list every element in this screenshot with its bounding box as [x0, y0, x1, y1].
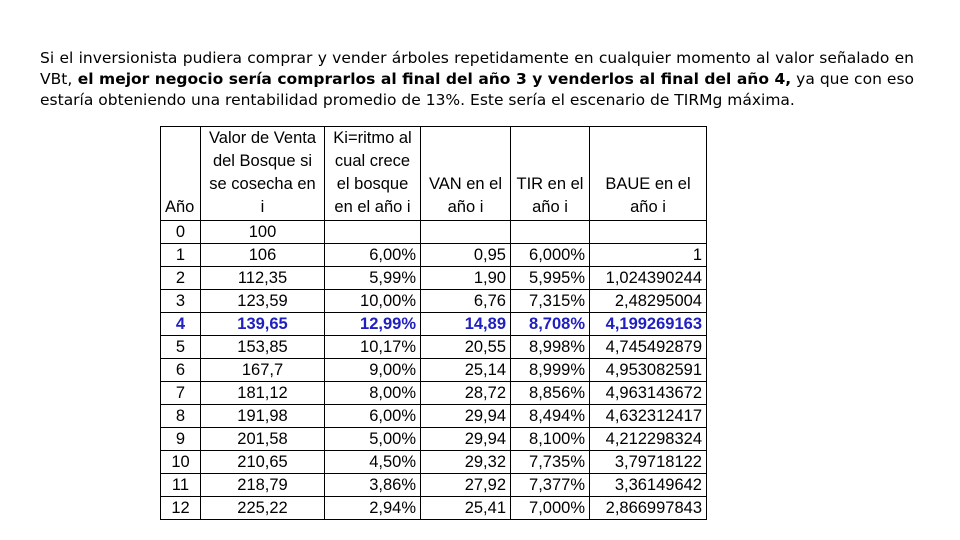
- cell-baue: 4,953082591: [590, 359, 707, 382]
- cell-sale-value: 167,7: [201, 359, 325, 382]
- cell-baue: 4,745492879: [590, 336, 707, 359]
- table-row: [161, 428, 707, 451]
- header-sale-value: [201, 127, 325, 221]
- header-line: del Bosque si: [212, 152, 313, 170]
- cell-year: 4: [161, 313, 201, 336]
- cell-van: 28,72: [421, 382, 511, 405]
- cell-van: 29,94: [421, 405, 511, 428]
- cell-year: 10: [161, 451, 201, 474]
- table-row: [161, 267, 707, 290]
- cell-baue: 4,212298324: [590, 428, 707, 451]
- cell-van: 25,41: [421, 497, 511, 520]
- paragraph-bold-text: el mejor negocio sería comprarlos al final del año 3 y venderlos al final del año 4,: [72, 70, 792, 88]
- table-row: [161, 474, 707, 497]
- cell-tir: 7,000%: [511, 497, 590, 520]
- cell-tir: 8,708%: [511, 313, 590, 336]
- cell-sale-value: 225,22: [201, 497, 325, 520]
- cell-van: [421, 221, 511, 244]
- cell-tir: 8,856%: [511, 382, 590, 405]
- cell-tir: 7,315%: [511, 290, 590, 313]
- cell-growth-rate: 5,00%: [325, 428, 421, 451]
- cell-tir: 8,999%: [511, 359, 590, 382]
- header-line: Año: [165, 198, 195, 216]
- cell-van: 6,76: [421, 290, 511, 313]
- cell-sale-value: 181,12: [201, 382, 325, 405]
- cell-growth-rate: 3,86%: [325, 474, 421, 497]
- header-line: Ki=ritmo al: [333, 129, 412, 147]
- paragraph-text-2: ya que con eso estaría obteniendo una rentabilidad promedio de 13%. Este sería el escenario de TIRMg máxima.: [40, 70, 914, 109]
- cell-sale-value: 218,79: [201, 474, 325, 497]
- cell-sale-value: 139,65: [201, 313, 325, 336]
- cell-baue: 1,024390244: [590, 267, 707, 290]
- header-line: año i: [447, 198, 484, 216]
- header-van: [421, 127, 511, 221]
- table-row: [161, 405, 707, 428]
- cell-van: 1,90: [421, 267, 511, 290]
- cell-year: 12: [161, 497, 201, 520]
- cell-growth-rate: 6,00%: [325, 405, 421, 428]
- cell-baue: 4,199269163: [590, 313, 707, 336]
- header-line: año i: [532, 198, 568, 216]
- cell-tir: 8,998%: [511, 336, 590, 359]
- cell-growth-rate: 6,00%: [325, 244, 421, 267]
- table-row: [161, 313, 707, 336]
- cell-sale-value: 123,59: [201, 290, 325, 313]
- table-row: [161, 290, 707, 313]
- cell-sale-value: 191,98: [201, 405, 325, 428]
- header-line: se cosecha en: [209, 175, 316, 193]
- cell-year: 7: [161, 382, 201, 405]
- cell-growth-rate: 10,00%: [325, 290, 421, 313]
- header-baue: [590, 127, 707, 221]
- header-line: el bosque: [336, 175, 409, 193]
- table-row: [161, 451, 707, 474]
- header-line: TIR en el: [516, 175, 584, 193]
- cell-growth-rate: 4,50%: [325, 451, 421, 474]
- cell-baue: 4,963143672: [590, 382, 707, 405]
- header-year: [161, 127, 201, 221]
- cell-tir: [511, 221, 590, 244]
- cell-van: 25,14: [421, 359, 511, 382]
- cell-tir: 7,377%: [511, 474, 590, 497]
- cell-year: 0: [161, 221, 201, 244]
- cell-growth-rate: [325, 221, 421, 244]
- cell-van: 27,92: [421, 474, 511, 497]
- cell-tir: 8,100%: [511, 428, 590, 451]
- cell-baue: 2,48295004: [590, 290, 707, 313]
- table-row: [161, 382, 707, 405]
- table-row: [161, 359, 707, 382]
- cell-growth-rate: 12,99%: [325, 313, 421, 336]
- cell-tir: 7,735%: [511, 451, 590, 474]
- forest-value-table: [160, 126, 707, 520]
- cell-van: 29,32: [421, 451, 511, 474]
- cell-growth-rate: 5,99%: [325, 267, 421, 290]
- cell-sale-value: 201,58: [201, 428, 325, 451]
- table-header-row: [161, 127, 707, 221]
- cell-baue: [590, 221, 707, 244]
- table-row: [161, 244, 707, 267]
- cell-baue: 3,36149642: [590, 474, 707, 497]
- cell-sale-value: 100: [201, 221, 325, 244]
- header-line: i: [260, 198, 265, 216]
- cell-sale-value: 106: [201, 244, 325, 267]
- table-row: [161, 497, 707, 520]
- header-line: BAUE en el: [605, 175, 691, 193]
- cell-tir: 5,995%: [511, 267, 590, 290]
- header-line: en el año i: [334, 198, 411, 216]
- cell-year: 2: [161, 267, 201, 290]
- cell-growth-rate: 10,17%: [325, 336, 421, 359]
- cell-growth-rate: 2,94%: [325, 497, 421, 520]
- cell-tir: 6,000%: [511, 244, 590, 267]
- header-line: Valor de Venta: [208, 129, 317, 147]
- cell-baue: 3,79718122: [590, 451, 707, 474]
- cell-van: 14,89: [421, 313, 511, 336]
- cell-year: 3: [161, 290, 201, 313]
- cell-year: 6: [161, 359, 201, 382]
- cell-sale-value: 153,85: [201, 336, 325, 359]
- intro-paragraph: [40, 48, 914, 111]
- cell-year: 1: [161, 244, 201, 267]
- cell-baue: 1: [590, 244, 707, 267]
- cell-tir: 8,494%: [511, 405, 590, 428]
- cell-van: 29,94: [421, 428, 511, 451]
- table-row: [161, 221, 707, 244]
- cell-baue: 4,632312417: [590, 405, 707, 428]
- paragraph-text-1: Si el inversionista pudiera comprar y vender árboles repetidamente en cualquier momento al valor señalado en VBt,: [40, 49, 914, 88]
- cell-baue: 2,866997843: [590, 497, 707, 520]
- cell-van: 0,95: [421, 244, 511, 267]
- header-line: cual crece: [334, 152, 411, 170]
- cell-sale-value: 112,35: [201, 267, 325, 290]
- cell-van: 20,55: [421, 336, 511, 359]
- cell-year: 11: [161, 474, 201, 497]
- header-line: año i: [630, 198, 666, 216]
- cell-sale-value: 210,65: [201, 451, 325, 474]
- cell-year: 9: [161, 428, 201, 451]
- cell-year: 8: [161, 405, 201, 428]
- header-line: VAN en el: [428, 175, 503, 193]
- cell-year: 5: [161, 336, 201, 359]
- header-tir: [511, 127, 590, 221]
- header-growth-rate: [325, 127, 421, 221]
- cell-growth-rate: 9,00%: [325, 359, 421, 382]
- cell-growth-rate: 8,00%: [325, 382, 421, 405]
- table-row: [161, 336, 707, 359]
